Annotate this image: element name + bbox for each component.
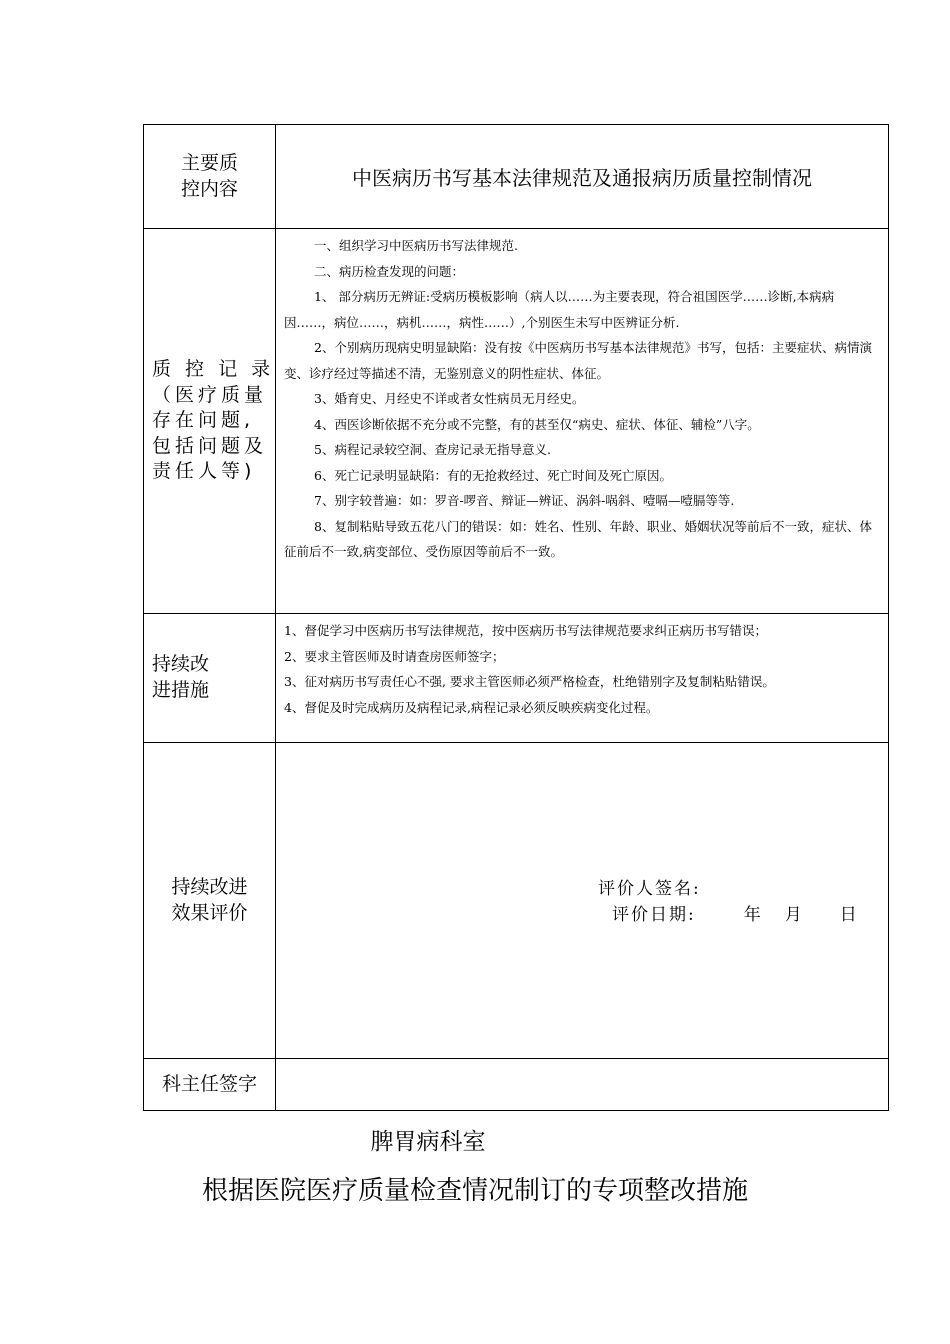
measure-item: 2、要求主管医师及时请查房医师签字； <box>284 648 505 664</box>
qc-record-label <box>144 229 276 614</box>
qc-paragraph: 5、病程记录较空洞、查房记录无指导意义. <box>314 442 551 457</box>
main-content-label-line: 控内容 <box>180 177 238 200</box>
evaluation-date-label: 评价日期: <box>612 905 696 925</box>
main-content-label <box>144 125 276 229</box>
row-qc-record <box>144 229 889 614</box>
evaluation-date-line <box>612 900 859 925</box>
measure-item: 1、督促学习中医病历书写法律规范，按中医病历书写法律规范要求纠正病历书写错误； <box>284 623 767 638</box>
qc-paragraph: 6、死亡记录明显缺陷：有的无抢救经过、死亡时间及死亡原因。 <box>314 467 672 483</box>
evaluation-year-label: 年 <box>743 905 763 925</box>
measure-item: 4、督促及时完成病历及病程记录,病程记录必须反映疾病变化过程。 <box>284 699 659 715</box>
improvement-measures-content <box>276 614 889 743</box>
row-director-signature <box>144 1059 889 1111</box>
qc-paragraph: 4、西医诊断依据不充分或不完整，有的甚至仅“病史、症状、体征、辅检”八字。 <box>314 416 760 432</box>
evaluation-month-label: 月 <box>784 905 804 925</box>
qc-record-label-line: 责任人等) <box>152 460 256 483</box>
effect-evaluation-label-line: 持续改进 <box>171 875 248 898</box>
row-improvement-measures <box>144 614 889 743</box>
qc-record-label-line: 质 控 记 录 <box>152 357 275 380</box>
effect-evaluation-label <box>144 743 276 1059</box>
director-signature-label: 科主任签字 <box>144 1059 276 1111</box>
effect-evaluation-content <box>276 743 889 1059</box>
qc-record-label-line: （医疗质量 <box>152 383 268 406</box>
row-effect-evaluation <box>144 743 889 1059</box>
department-name: 脾胃病科室 <box>370 1129 486 1155</box>
row-main-content <box>144 125 889 229</box>
improvement-measures-label-line: 进措施 <box>152 679 210 701</box>
effect-evaluation-label-line: 效果评价 <box>171 901 248 924</box>
qc-record-content <box>276 229 889 614</box>
document-title: 根据医院医疗质量检查情况制订的专项整改措施 <box>201 1176 748 1206</box>
evaluator-signature-label: 评价人签名: <box>598 879 701 899</box>
qc-record-label-line: 存在问题, <box>152 409 255 432</box>
qc-paragraph: 二、病历检查发现的问题： <box>314 263 465 279</box>
main-content-label-line: 主要质 <box>180 151 238 174</box>
qc-paragraph: 2、个别病历现病史明显缺陷：没有按《中医病历书写基本法律规范》书写，包括：主要症状、病情演变、诊疗经过等描述不清，无鉴别意义的阴性症状、体征。 <box>284 340 872 381</box>
qc-paragraph: 1、 部分病历无辨证:受病历模板影响（病人以……为主要表现，符合祖国医学……诊断,本病病因……，病位……，病机……，病性……）,个别医生未写中医辨证分析. <box>284 289 835 330</box>
qc-record-label-line: 包括问题及 <box>152 434 268 457</box>
evaluation-day-label: 日 <box>839 905 859 925</box>
qc-paragraph: 一、组织学习中医病历书写法律规范. <box>314 238 518 253</box>
qc-paragraph: 7、别字较普遍：如：罗音-啰音、辩证—辨证、涡斜-㖞斜、噎嗝—噎膈等等. <box>314 493 735 508</box>
measure-item: 3、征对病历书写责任心不强, 要求主管医师必须严格检查，杜绝错别字及复制粘贴错误。 <box>284 674 775 689</box>
improvement-measures-label <box>144 614 276 743</box>
quality-control-table <box>143 124 889 1111</box>
improvement-measures-label-line: 持续改 <box>152 653 210 676</box>
qc-paragraph: 3、婚育史、月经史不详或者女性病员无月经史。 <box>314 391 585 406</box>
director-signature-field <box>276 1059 889 1111</box>
main-content-title: 中医病历书写基本法律规范及通报病历质量控制情况 <box>276 125 889 229</box>
qc-paragraph: 8、复制粘贴导致五花八门的错误：如：姓名、性别、年龄、职业、婚姻状况等前后不一致，症状、体征前后不一致,病变部位、受伤原因等前后不一致。 <box>284 518 872 559</box>
